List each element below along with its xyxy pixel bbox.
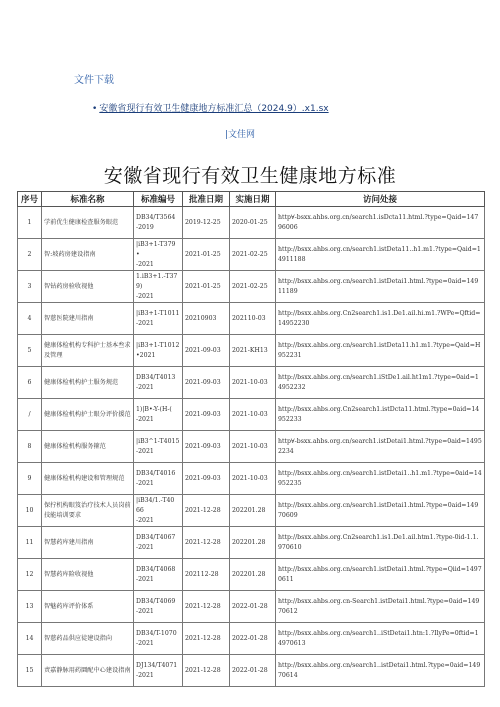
cell-code: DB34/T4069 -2021 — [134, 591, 183, 623]
cell-no: 11 — [18, 527, 42, 559]
file-link-text[interactable]: 安徽省现行有效卫生健康地方标准汇总（2024.9）.x1.sx — [99, 104, 329, 114]
cell-name: 保拧机构眼笈治疗技术人员岗前技能培训要求 — [42, 495, 134, 527]
cell-url-link[interactable]: http://bsxx.ahbs.org.Cn2search1.istDcta11.html.?type=0aid=14952233 — [276, 399, 485, 431]
cell-implement-date: 202201.28 — [230, 559, 276, 591]
cell-implement-date: 2021-10-03 — [230, 431, 276, 463]
cell-name: 智慈药品供应徒建设指向 — [42, 623, 134, 655]
cell-url-link[interactable]: http://bsxx.ahbs.org.cn/search1.iStDe1.ail.ht1m1.?type=0aid=14952232 — [276, 367, 485, 399]
table-row — [18, 335, 485, 367]
cell-code: DB34/T4016 -2021 — [134, 463, 183, 495]
download-title: 文件下载 — [74, 75, 114, 86]
cell-name: 责嘉静脉用药圜配中心建设指南 — [42, 655, 134, 687]
cell-name: 健康体检机构专科护士基本叁求及管理 — [42, 335, 134, 367]
cell-url-link[interactable]: http://bsxx.ahbs.org.cn/search1.istDetai1.html.?type=0aid=14911189 — [276, 271, 485, 303]
cell-name: 健康体检机构护士服务规范 — [42, 367, 134, 399]
cell-approve-date: 2021-09-03 — [183, 463, 230, 495]
cell-no: 1 — [18, 207, 42, 239]
cell-code: |iB3+1-T1012 •2021 — [134, 335, 183, 367]
cell-name: 智:坡药房建设指南 — [42, 239, 134, 271]
cell-implement-date: 2021-10-03 — [230, 399, 276, 431]
cell-url-link[interactable]: http://bsxx.ahbs.org.cn/search1.istDetai1..h1.m1.?type=0aid=14952235 — [276, 463, 485, 495]
cell-no: 6 — [18, 367, 42, 399]
cell-no: 9 — [18, 463, 42, 495]
cell-url-link[interactable]: http://bsxx.ahbs.org.Cn2search1.is1.De1.ail.htm1.?type-0id-1.1.970610 — [276, 527, 485, 559]
cell-name: 智钻药房验收视他 — [42, 271, 134, 303]
table-row — [18, 367, 485, 399]
cell-name: 智慈医院建川指南 — [42, 303, 134, 335]
table-row — [18, 623, 485, 655]
cell-implement-date: 202201.28 — [230, 495, 276, 527]
header-name: 标准名称 — [42, 192, 134, 207]
cell-no: 12 — [18, 559, 42, 591]
cell-implement-date: 2020-01-25 — [230, 207, 276, 239]
cell-no: 10 — [18, 495, 42, 527]
cell-code: DB34/T4067 -2021 — [134, 527, 183, 559]
cell-approve-date: 20210903 — [183, 303, 230, 335]
cell-approve-date: 2021-09-03 — [183, 367, 230, 399]
cell-implement-date: 2021-10-03 — [230, 463, 276, 495]
table-row — [18, 591, 485, 623]
cell-approve-date: 2021-01-25 — [183, 271, 230, 303]
cell-url-link[interactable]: http://bsxx.ahbs.org.cn/search1.istDeta11..h1.m1.?type=Qaid=14911188 — [276, 239, 485, 271]
table-row — [18, 431, 485, 463]
table-row — [18, 495, 485, 527]
cell-name: 健康体检机构护士眼分评价援范 — [42, 399, 134, 431]
header-code: 标准编号 — [134, 192, 183, 207]
cell-approve-date: 2021-12-28 — [183, 527, 230, 559]
cell-code: DB34/T3564 -2019 — [134, 207, 183, 239]
source-label: |文佳网 — [225, 130, 256, 140]
header-url: 访问处接 — [276, 192, 485, 207]
cell-approve-date: 2021-09-03 — [183, 431, 230, 463]
bullet-icon: • — [92, 104, 98, 114]
cell-url-link[interactable]: http://bsxx.ahbs.org.cn-Search1.istDetai1.html.?type=0aid=14970612 — [276, 591, 485, 623]
cell-url-link[interactable]: http://bsxx.ahbs.org.cn/search1.istDeta11.h1.m1.?type=Qaid=H952231 — [276, 335, 485, 367]
cell-url-link[interactable]: http∀-bsxx.ahbs.org.cn/search1.istDetai1.html.?type=0aid=14952234 — [276, 431, 485, 463]
table-row — [18, 271, 485, 303]
header-implement-date: 实施日期 — [230, 192, 276, 207]
cell-url-link[interactable]: http://bsxx.ahbs.org.cn/search1.istDetai1.html.?type=Qiid=14970611 — [276, 559, 485, 591]
cell-no: 15 — [18, 655, 42, 687]
cell-name: 智慧药库建川指南 — [42, 527, 134, 559]
cell-url-link[interactable]: http://bsxx.ahbs.org.cn/search1.istDetai1.html.?type=0aid=14970609 — [276, 495, 485, 527]
cell-no: / — [18, 399, 42, 431]
table-row — [18, 207, 485, 239]
cell-code: 1)|B•-Y-(H-( -2021 — [134, 399, 183, 431]
table-row — [18, 559, 485, 591]
cell-code: |iB3^1-T4015 -2021 — [134, 431, 183, 463]
cell-implement-date: 2022-01-28 — [230, 655, 276, 687]
cell-name: 健康体检机构服务箍范 — [42, 431, 134, 463]
cell-no: 8 — [18, 431, 42, 463]
cell-url-link[interactable]: http://bsxx.ahbs.org.cn/search1..iStDetai1.htn:1.?IlyPe=0ftid=14970613 — [276, 623, 485, 655]
cell-name: 智魅药库评价体系 — [42, 591, 134, 623]
cell-url-link[interactable]: http∀-bsxx.ahbs.org.cn/search1.isDcta11.html.?type=Qaid=14796006 — [276, 207, 485, 239]
cell-implement-date: 2022-01-28 — [230, 623, 276, 655]
cell-approve-date: 2021-12-28 — [183, 623, 230, 655]
cell-code: 1.iB3+1.-T37 9) -2021 — [134, 271, 183, 303]
cell-code: |iB3+1-T379 • -2021 — [134, 239, 183, 271]
cell-code: DB34/T4068 -2021 — [134, 559, 183, 591]
cell-code: |iB34/1.-T40 66 -2021 — [134, 495, 183, 527]
cell-implement-date: 2021-02-25 — [230, 271, 276, 303]
cell-approve-date: 2021-09-03 — [183, 335, 230, 367]
cell-url-link[interactable]: http://bsxx.ahbs.org.cn/search1..istDetai1.html.?type=0aid=14970614 — [276, 655, 485, 687]
cell-approve-date: 2021-09-03 — [183, 399, 230, 431]
cell-approve-date: 2021-12-28 — [183, 655, 230, 687]
cell-implement-date: 2021-KH13 — [230, 335, 276, 367]
header-approve-date: 批准日期 — [183, 192, 230, 207]
table-row — [18, 655, 485, 687]
document-title: 安徽省现行有效卫生健康地方标准 — [103, 165, 397, 187]
table-row — [18, 399, 485, 431]
file-download-link[interactable] — [92, 101, 329, 114]
standards-table — [17, 191, 485, 687]
cell-implement-date: 202110-03 — [230, 303, 276, 335]
cell-no: 14 — [18, 623, 42, 655]
table-row — [18, 239, 485, 271]
table-header-row — [18, 192, 485, 207]
cell-no: 3 — [18, 271, 42, 303]
cell-approve-date: 2021-01-25 — [183, 239, 230, 271]
cell-implement-date: 2021-02-25 — [230, 239, 276, 271]
cell-name: 智慧药库险收视他 — [42, 559, 134, 591]
cell-implement-date: 2022-01-28 — [230, 591, 276, 623]
cell-code: |iB3+1-T1011 -2021 — [134, 303, 183, 335]
cell-approve-date: 2019-12-25 — [183, 207, 230, 239]
cell-name: 学前优生健康检查服务眼范 — [42, 207, 134, 239]
cell-url-link[interactable]: http://bsxx.ahbs.org.Cn2search1.is1.De1.ail.hi.m1.?WPe=Qftid=14952230 — [276, 303, 485, 335]
table-row — [18, 303, 485, 335]
cell-no: 13 — [18, 591, 42, 623]
cell-name: 健康体检机构建设和管理规范 — [42, 463, 134, 495]
cell-approve-date: 2021-12-28 — [183, 495, 230, 527]
cell-code: DJ134/T4071 -2021 — [134, 655, 183, 687]
cell-approve-date: 2021-12-28 — [183, 591, 230, 623]
cell-implement-date: 202201.28 — [230, 527, 276, 559]
table-row — [18, 463, 485, 495]
cell-implement-date: 2021-10-03 — [230, 367, 276, 399]
cell-no: 5 — [18, 335, 42, 367]
cell-no: 4 — [18, 303, 42, 335]
cell-code: DB34/T4013 -2021 — [134, 367, 183, 399]
cell-no: 2 — [18, 239, 42, 271]
table-row — [18, 527, 485, 559]
header-no: 序号 — [18, 192, 42, 207]
cell-approve-date: 202112-28 — [183, 559, 230, 591]
cell-code: DB34/T-1070 -2021 — [134, 623, 183, 655]
